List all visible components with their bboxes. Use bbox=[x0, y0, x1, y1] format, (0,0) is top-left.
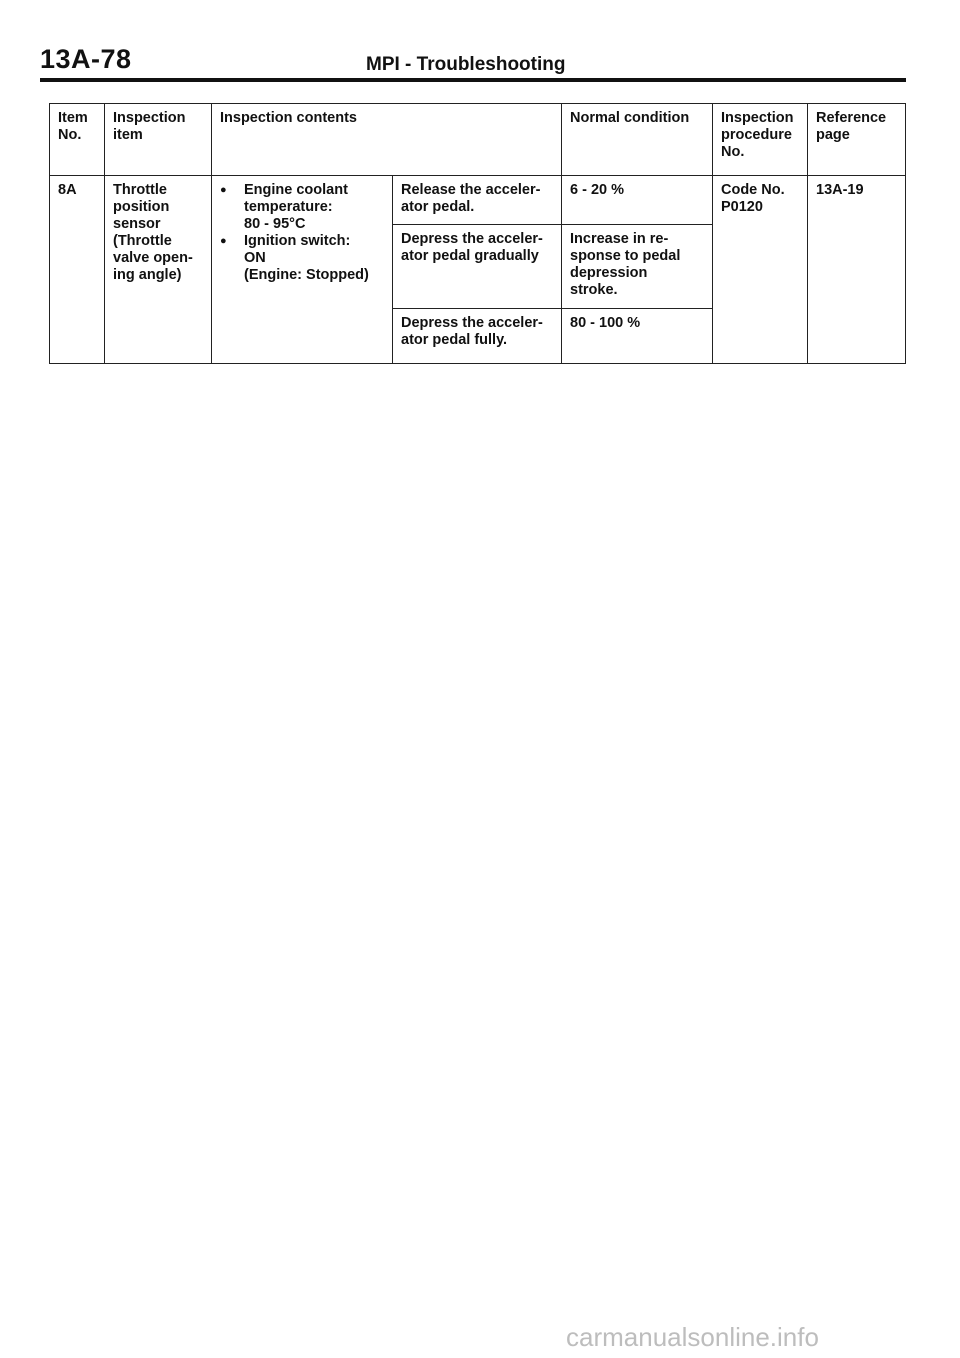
item-no-cell: 8A bbox=[50, 176, 105, 364]
inspection-item-line: position bbox=[113, 199, 170, 215]
table-row bbox=[50, 176, 906, 225]
operation-line: ator pedal gradually bbox=[401, 248, 539, 264]
condition-line bbox=[244, 182, 386, 199]
condition-ignition bbox=[220, 233, 386, 250]
header-inspection-procedure-no: Inspection procedure No. bbox=[713, 104, 808, 176]
table-header-row bbox=[50, 104, 906, 176]
operation-line: ator pedal. bbox=[401, 199, 475, 215]
normal-condition-cell bbox=[562, 225, 713, 309]
normal-line: sponse to pedal bbox=[570, 248, 681, 264]
condition-line: ON bbox=[244, 250, 266, 266]
procedure-line: P0120 bbox=[721, 199, 763, 215]
condition-line: 80 - 95°C bbox=[244, 216, 306, 232]
condition-line: (Engine: Stopped) bbox=[244, 267, 369, 283]
operation-line: Depress the acceler- bbox=[401, 231, 543, 247]
header-item-no: Item No. bbox=[50, 104, 105, 176]
inspection-item-line: valve open- bbox=[113, 250, 193, 266]
operation-line: Depress the acceler- bbox=[401, 315, 543, 331]
header-normal-condition: Normal condition bbox=[562, 104, 713, 176]
operation-cell bbox=[393, 176, 562, 225]
troubleshooting-table bbox=[49, 103, 906, 364]
operation-line: ator pedal fully. bbox=[401, 332, 508, 348]
condition-line: Ignition switch: bbox=[244, 233, 351, 249]
watermark: carmanualsonline.info bbox=[566, 1322, 819, 1352]
normal-condition-cell bbox=[562, 309, 713, 364]
normal-line: depression bbox=[570, 265, 648, 281]
inspection-item-line: Throttle bbox=[113, 182, 167, 198]
operation-line: Release the acceler- bbox=[401, 182, 541, 198]
condition-coolant bbox=[220, 182, 386, 199]
normal-line: 6 - 20 % bbox=[570, 182, 624, 198]
normal-line: 80 - 100 % bbox=[570, 315, 641, 331]
page-title: MPI - Troubleshooting bbox=[366, 54, 566, 75]
header-inspection-contents: Inspection contents bbox=[212, 104, 562, 176]
normal-condition-cell bbox=[562, 176, 713, 225]
procedure-line: Code No. bbox=[721, 182, 785, 198]
inspection-item-line: (Throttle bbox=[113, 233, 172, 249]
header-rule bbox=[40, 78, 906, 82]
page-number: 13A-78 bbox=[40, 44, 132, 74]
reference-page-cell: 13A-19 bbox=[808, 176, 906, 364]
header-inspection-item: Inspection item bbox=[105, 104, 212, 176]
condition-text: Engine coolant bbox=[244, 182, 348, 198]
inspection-item-cell bbox=[105, 176, 212, 364]
operation-cell bbox=[393, 225, 562, 309]
condition-line: temperature: bbox=[244, 199, 333, 215]
operation-cell bbox=[393, 309, 562, 364]
procedure-cell bbox=[713, 176, 808, 364]
conditions-cell bbox=[212, 176, 393, 364]
header-reference-page: Reference page bbox=[808, 104, 906, 176]
bullet-icon: ● bbox=[220, 184, 227, 196]
inspection-item-line: ing angle) bbox=[113, 267, 182, 283]
normal-line: Increase in re- bbox=[570, 231, 669, 247]
inspection-item-line: sensor bbox=[113, 216, 161, 232]
normal-line: stroke. bbox=[570, 282, 618, 298]
bullet-icon: ● bbox=[220, 235, 227, 247]
